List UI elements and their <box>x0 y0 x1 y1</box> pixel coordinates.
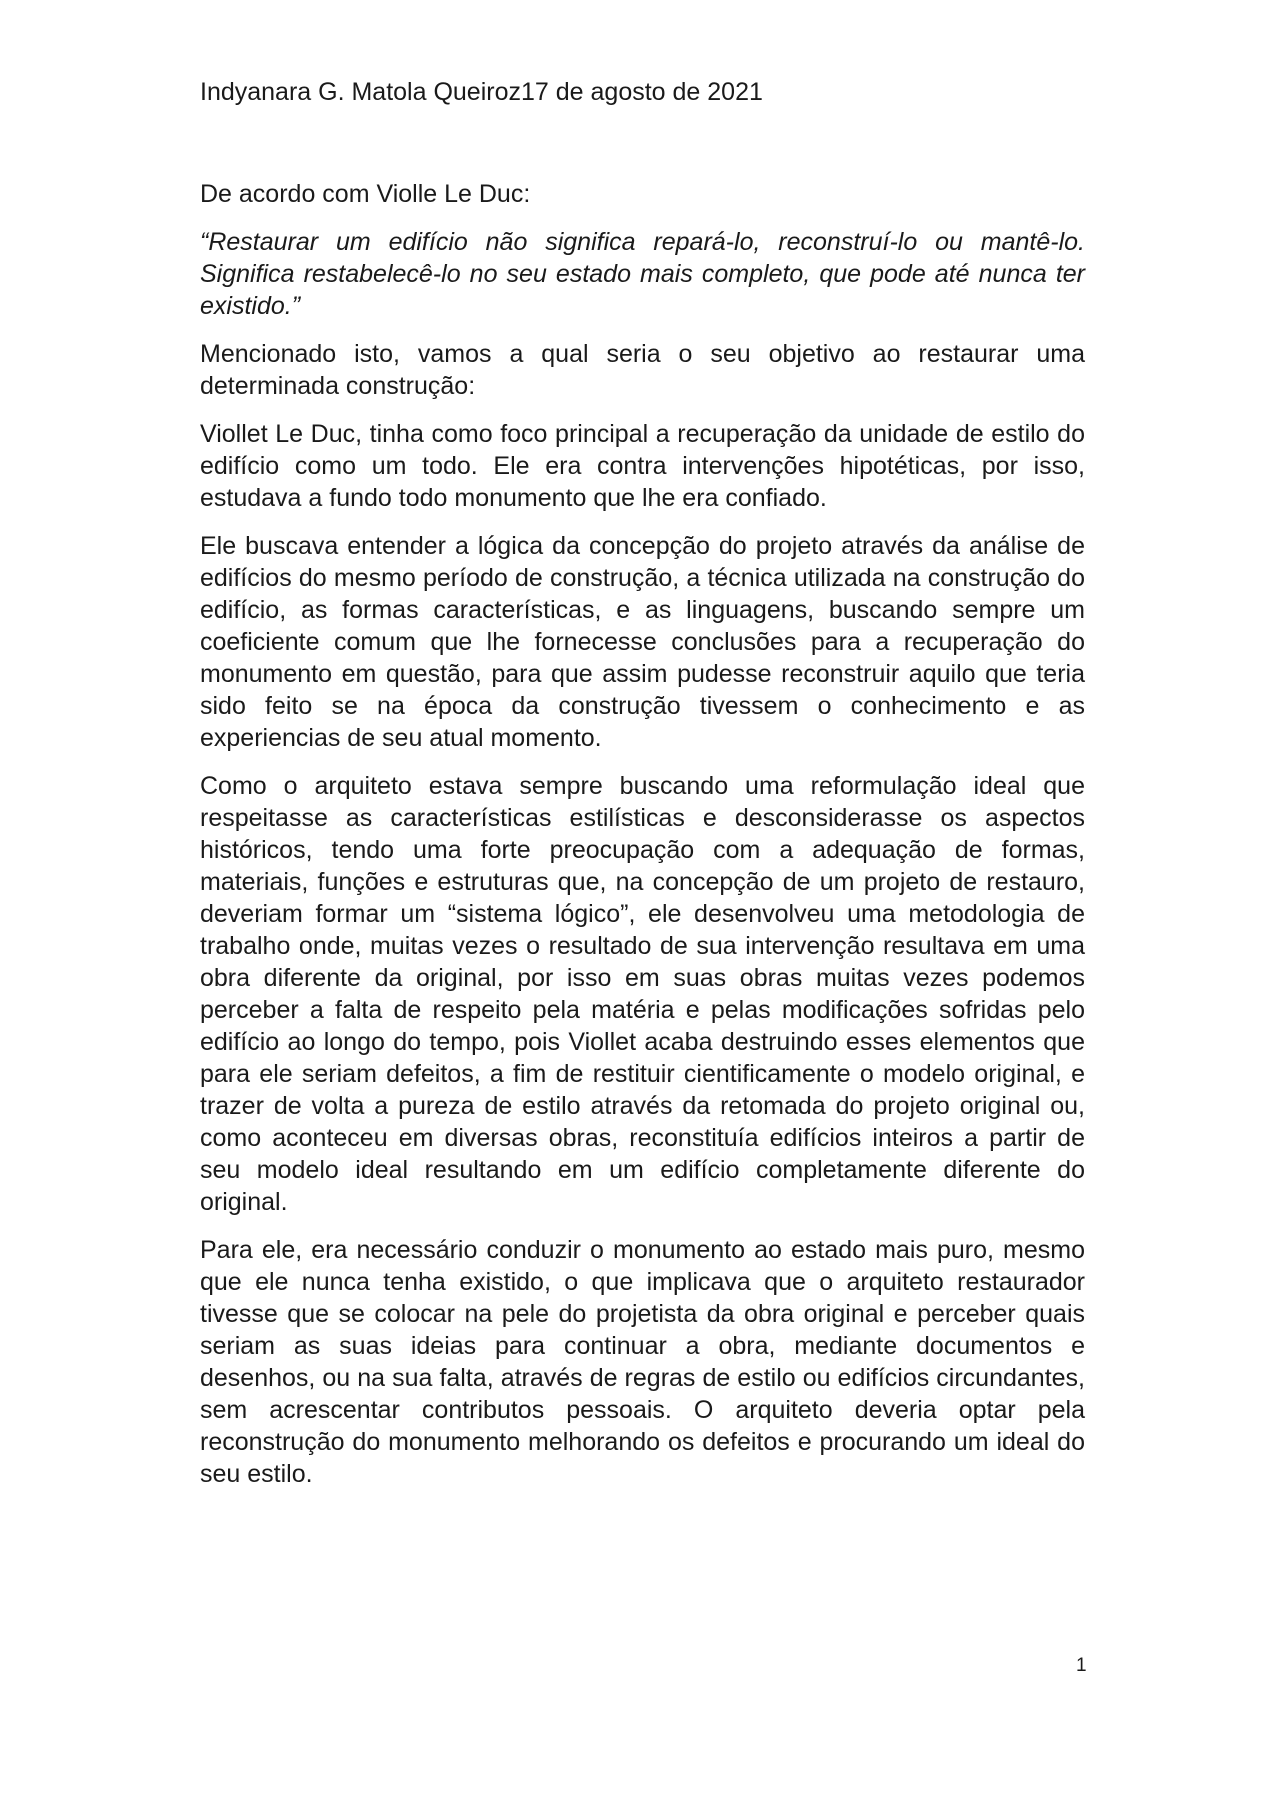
intro-line: De acordo com Violle Le Duc: <box>200 180 531 208</box>
body-paragraph: Como o arquiteto estava sempre buscando uma reformulação ideal que respeitasse as características estilísticas e desconsiderasse os aspectos históricos, tendo uma forte preocupação com a adequação de formas, materiais, funções e estruturas que, na concepção de um projeto de restauro, deveriam formar um “sistema lógico”, ele desenvolveu uma metodologia de trabalho onde, muitas vezes o resultado de sua intervenção resultava em uma obra diferente da original, por isso em suas obras muitas vezes podemos perceber a falta de respeito pela matéria e pelas modificações sofridas pelo edifício ao longo do tempo, pois Viollet acaba destruindo esses elementos que para ele seriam defeitos, a fim de restituir cientificamente o modelo original, e trazer de volta a pureza de estilo através da retomada do projeto original ou, como aconteceu em diversas obras, reconstituía edifícios inteiros a partir de seu modelo ideal resultando em um edifício completamente diferente do original. <box>200 772 1085 1216</box>
document-body <box>200 178 1085 1506</box>
page-header <box>200 76 763 108</box>
header-author: Indyanara G. Matola Queiroz <box>200 78 521 106</box>
body-paragraph: Para ele, era necessário conduzir o monumento ao estado mais puro, mesmo que ele nunca tenha existido, o que implicava que o arquiteto restaurador tivesse que se colocar na pele do projetista da obra original e perceber quais seriam as suas ideias para continuar a obra, mediante documentos e desenhos, ou na sua falta, através de regras de estilo ou edifícios circundantes, sem acrescentar contributos pessoais. O arquiteto deveria optar pela reconstrução do monumento melhorando os defeitos e procurando um ideal do seu estilo. <box>200 1236 1085 1488</box>
header-date: 17 de agosto de 2021 <box>521 78 763 106</box>
body-paragraph: Viollet Le Duc, tinha como foco principal a recuperação da unidade de estilo do edifício como um todo. Ele era contra intervenções hipotéticas, por isso, estudava a fundo todo monumento que lhe era confiado. <box>200 420 1085 512</box>
page-number: 1 <box>1076 1655 1087 1676</box>
body-paragraph: Mencionado isto, vamos a qual seria o seu objetivo ao restaurar uma determinada construção: <box>200 340 1085 400</box>
body-paragraph: Ele buscava entender a lógica da concepção do projeto através da análise de edifícios do mesmo período de construção, a técnica utilizada na construção do edifício, as formas características, e as linguagens, buscando sempre um coeficiente comum que lhe fornecesse conclusões para a recuperação do monumento em questão, para que assim pudesse reconstruir aquilo que teria sido feito se na época da construção tivessem o conhecimento e as experiencias de seu atual momento. <box>200 532 1085 752</box>
quote-paragraph: “Restaurar um edifício não significa repará-lo, reconstruí-lo ou mantê-lo. Significa restabelecê-lo no seu estado mais completo, que pode até nunca ter existido.” <box>200 228 1085 320</box>
